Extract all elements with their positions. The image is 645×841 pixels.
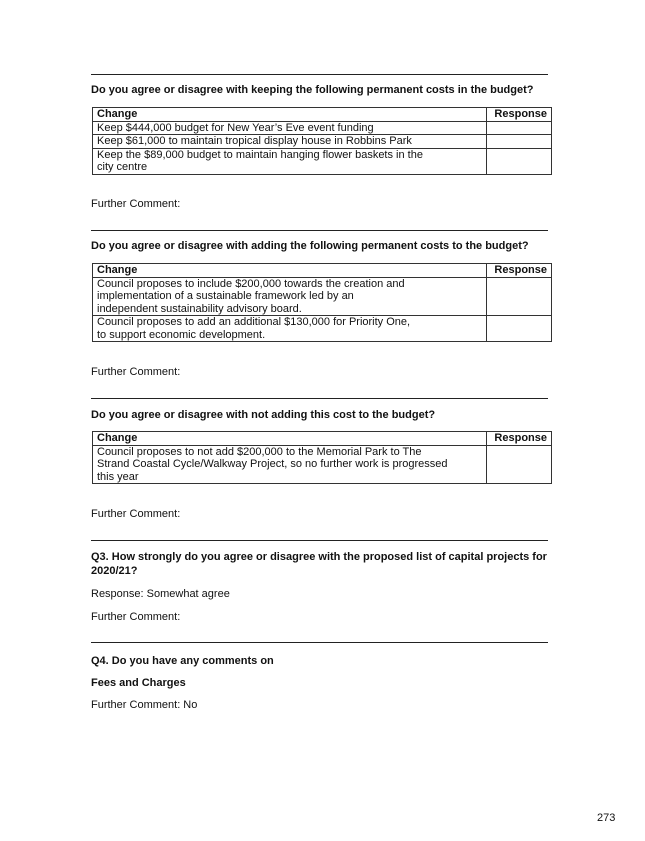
column-header-change: Change xyxy=(93,264,487,278)
section-divider xyxy=(91,74,548,75)
section3-question: Do you agree or disagree with not adding this cost to the budget? xyxy=(91,409,436,421)
section3-table xyxy=(92,431,552,484)
column-header-change: Change xyxy=(93,432,487,446)
further-comment-label: Further Comment: xyxy=(91,198,181,210)
section-divider xyxy=(91,230,548,231)
q4-question: Q4. Do you have any comments on xyxy=(91,655,274,667)
response-cell[interactable] xyxy=(487,316,552,342)
change-cell: Council proposes to add an additional $130,000 for Priority One, to support economic development. xyxy=(93,316,487,342)
further-comment-label: Further Comment: xyxy=(91,366,181,378)
response-cell[interactable] xyxy=(487,148,552,174)
table-header-row xyxy=(93,108,552,122)
column-header-change: Change xyxy=(93,108,487,122)
further-comment-label: Further Comment: xyxy=(91,508,181,520)
q4-subheading: Fees and Charges xyxy=(91,677,186,689)
response-cell[interactable] xyxy=(487,277,552,316)
change-cell: Keep the $89,000 budget to maintain hanging flower baskets in the city centre xyxy=(93,148,487,174)
table-row xyxy=(93,121,552,135)
section-divider xyxy=(91,540,548,541)
table-row xyxy=(93,135,552,149)
response-cell[interactable] xyxy=(487,445,552,484)
table-row xyxy=(93,445,552,484)
page-number: 273 xyxy=(597,812,616,824)
table-row xyxy=(93,277,552,316)
column-header-response: Response xyxy=(487,432,552,446)
section2-table xyxy=(92,263,552,342)
q3-response: Response: Somewhat agree xyxy=(91,588,230,600)
q3-question: Q3. How strongly do you agree or disagree with the proposed list of capital projects for 2020/21? xyxy=(91,551,547,577)
table-header-row xyxy=(93,264,552,278)
section1-table xyxy=(92,107,552,175)
table-header-row xyxy=(93,432,552,446)
change-cell: Keep $61,000 to maintain tropical display house in Robbins Park xyxy=(93,135,487,149)
section1-question: Do you agree or disagree with keeping the following permanent costs in the budget? xyxy=(91,84,534,96)
column-header-response: Response xyxy=(487,264,552,278)
section2-question: Do you agree or disagree with adding the following permanent costs to the budget? xyxy=(91,240,529,252)
section-divider xyxy=(91,642,548,643)
section-divider xyxy=(91,398,548,399)
table-row xyxy=(93,316,552,342)
change-cell: Council proposes to include $200,000 towards the creation and implementation of a sustainable framework led by an independent sustainability advisory board. xyxy=(93,277,487,316)
change-cell: Keep $444,000 budget for New Year’s Eve event funding xyxy=(93,121,487,135)
further-comment-label: Further Comment: xyxy=(91,611,181,623)
response-cell[interactable] xyxy=(487,135,552,149)
column-header-response: Response xyxy=(487,108,552,122)
response-cell[interactable] xyxy=(487,121,552,135)
table-row xyxy=(93,148,552,174)
change-cell: Council proposes to not add $200,000 to the Memorial Park to The Strand Coastal Cycle/Walkway Project, so no further work is progressed this year xyxy=(93,445,487,484)
further-comment-label: Further Comment: No xyxy=(91,699,198,711)
